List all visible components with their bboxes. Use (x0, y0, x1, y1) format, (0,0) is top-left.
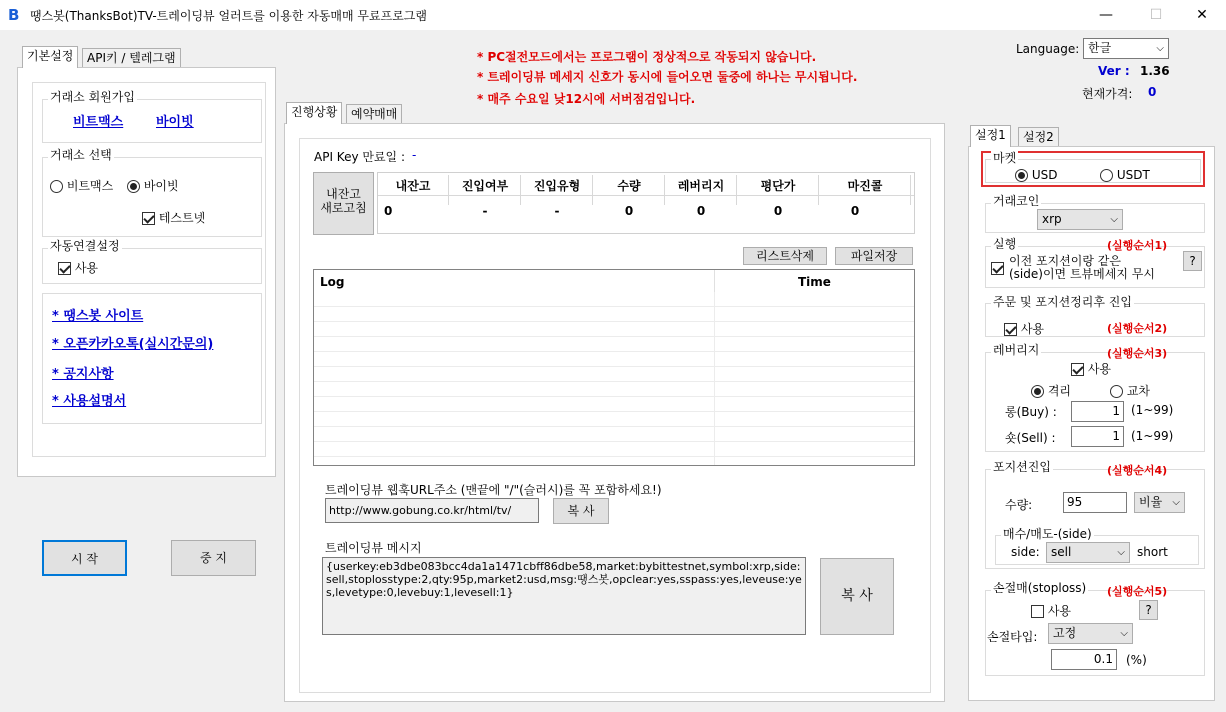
bybit-signup-link[interactable]: 바이빗 (156, 115, 194, 130)
log-col-divider (714, 270, 715, 292)
col-entry: 진입여부 (461, 179, 509, 193)
log-col-time: Time (798, 275, 831, 289)
api-key-label: API Key 만료일 : (314, 150, 406, 164)
val-qty: 0 (624, 204, 634, 218)
start-button[interactable]: 시 작 (42, 540, 127, 576)
tab-basic-settings[interactable]: 기본설정 (22, 46, 78, 68)
exec-ignore-checkbox[interactable] (991, 261, 1004, 275)
testnet-checkbox[interactable]: 테스트넷 (142, 209, 205, 226)
side-label: side: (1011, 545, 1040, 559)
tab-settings1[interactable]: 설정1 (970, 125, 1011, 147)
val-entry: - (482, 204, 488, 218)
refresh-balance-button[interactable]: 내잔고 새로고침 (313, 172, 374, 235)
order-entry-use-checkbox[interactable]: 사용 (1004, 320, 1044, 337)
log-rows (314, 292, 914, 465)
bitmex-signup-link[interactable]: 비트맥스 (73, 115, 124, 130)
chevron-down-icon: ⌵ (1156, 43, 1164, 54)
ratio-select[interactable]: 비율 ⌵ (1134, 492, 1185, 513)
position-group-title: 포지션진입 (993, 460, 1051, 474)
notice-1: * PC절전모드에서는 프로그램이 정상적으로 작동되지 않습니다. (477, 50, 817, 64)
status-col-divider (664, 175, 665, 205)
status-col-divider (910, 175, 911, 205)
exec-order-label: (실행순서1) (1107, 239, 1168, 252)
status-col-divider (592, 175, 593, 205)
thanksbot-logo-icon: B (8, 6, 20, 24)
position-order-label: (실행순서4) (1107, 464, 1168, 477)
autoconnect-use-checkbox[interactable]: 사용 (58, 259, 98, 276)
window-title: 땡스봇(ThanksBot)TV-트레이딩뷰 얼러트를 이용한 자동매매 무료프로그램 (30, 9, 427, 23)
order-entry-order-label: (실행순서2) (1107, 322, 1168, 335)
long-label: 롱(Buy) : (1005, 405, 1057, 419)
short-leverage-input[interactable]: 1 (1071, 426, 1124, 447)
side-group-title: 매수/매도-(side) (1003, 527, 1092, 541)
tab-progress[interactable]: 진행상황 (286, 102, 342, 124)
chevron-down-icon: ⌵ (1172, 497, 1180, 508)
leverage-use-checkbox[interactable]: 사용 (1071, 360, 1111, 377)
thanksbot-site-link[interactable]: * 땡스봇 사이트 (52, 309, 144, 324)
stoploss-help-button[interactable]: ? (1139, 600, 1158, 620)
open-kakaotalk-link[interactable]: * 오픈카카오톡(실시간문의) (52, 337, 214, 352)
language-select[interactable]: 한글 ⌵ (1083, 38, 1169, 59)
tab-api-telegram[interactable]: API키 / 텔레그램 (82, 48, 181, 68)
market-group-title: 마켓 (993, 151, 1017, 165)
coin-select[interactable]: xrp ⌵ (1037, 209, 1123, 230)
val-avg-price: 0 (773, 204, 783, 218)
chevron-down-icon: ⌵ (1117, 547, 1125, 558)
manual-link[interactable]: * 사용설명서 (52, 394, 127, 409)
col-qty: 수량 (617, 179, 641, 193)
stoploss-group-title: 손절매(stoploss) (993, 581, 1087, 595)
message-textarea[interactable]: {userkey:eb3dbe083bcc4da1a1471cbff86dbe58,market:bybittestnet,symbol:xrp,side:sell,stoplosstype:2,qty:95p,market2:usd,msg:땡스봇,opclear:yes,sspass:yes,leveuse:yes,levetype:0,levebuy:1,levesell:1} (322, 557, 806, 635)
basic-settings-panel (17, 67, 276, 477)
status-col-divider (818, 175, 819, 205)
notice-link[interactable]: * 공지사항 (52, 367, 114, 382)
stoploss-use-checkbox[interactable]: 사용 (1031, 602, 1071, 619)
version-label: Ver : (1098, 64, 1130, 78)
exec-help-button[interactable]: ? (1183, 251, 1202, 271)
leverage-group-title: 레버리지 (993, 343, 1040, 357)
log-row-divider (714, 292, 715, 465)
api-key-value: - (412, 148, 417, 162)
val-entry-type: - (554, 204, 560, 218)
short-label: 숏(Sell) : (1005, 431, 1056, 445)
notice-3: * 매주 수요일 낮12시에 서버점검입니다. (477, 92, 696, 106)
col-avg-price: 평단가 (760, 179, 796, 193)
val-balance: 0 (384, 204, 393, 218)
status-col-divider (448, 175, 449, 205)
notice-2: * 트레이딩뷰 메세지 신호가 동시에 들어오면 둘중에 하나는 무시됩니다. (477, 70, 858, 84)
minimize-button[interactable]: — (1099, 7, 1113, 23)
order-entry-group-title: 주문 및 포지션정리후 진입 (993, 295, 1132, 309)
maximize-button[interactable]: ☐ (1149, 7, 1163, 23)
message-label: 트레이딩뷰 메시지 (325, 541, 422, 555)
exchange-group-title: 거래소 선택 (50, 148, 112, 162)
price-label: 현재가격: (1082, 87, 1133, 101)
log-list[interactable] (313, 269, 915, 466)
status-table-divider (378, 195, 914, 196)
radio-usdt[interactable]: USDT (1100, 168, 1150, 182)
stop-button[interactable]: 중 지 (171, 540, 256, 576)
short-range-label: (1~99) (1131, 429, 1174, 443)
col-leverage: 레버리지 (677, 179, 725, 193)
status-table (377, 172, 915, 234)
long-range-label: (1~99) (1131, 403, 1174, 417)
val-margin-call: 0 (850, 204, 860, 218)
radio-usd[interactable]: USD (1015, 168, 1057, 182)
copy-message-button[interactable]: 복 사 (820, 558, 894, 635)
autoconnect-group-title: 자동연결설정 (50, 239, 120, 253)
webhook-label: 트레이딩뷰 웹훅URL주소 (맨끝에 "/"(슬러시)를 꼭 포함하세요!) (325, 483, 662, 497)
col-entry-type: 진입유형 (533, 179, 581, 193)
qty-input[interactable]: 95 (1063, 492, 1127, 513)
tab-settings2[interactable]: 설정2 (1018, 127, 1059, 147)
status-col-divider (520, 175, 521, 205)
val-leverage: 0 (696, 204, 706, 218)
leverage-order-label: (실행순서3) (1107, 347, 1168, 360)
stoploss-value-input[interactable]: 0.1 (1051, 649, 1117, 670)
coin-group-title: 거래코인 (993, 194, 1040, 208)
exec-text-1: 이전 포지션이랑 같은 (1009, 254, 1121, 268)
radio-isolated[interactable]: 격리 (1031, 382, 1071, 399)
language-label: Language: (1016, 42, 1080, 56)
col-balance: 내잔고 (395, 179, 431, 193)
signup-group-title: 거래소 회원가입 (50, 90, 135, 104)
status-col-divider (736, 175, 737, 205)
stoploss-unit-label: (%) (1126, 653, 1147, 667)
settings1-panel (968, 146, 1215, 701)
chevron-down-icon: ⌵ (1120, 628, 1128, 639)
price-value: 0 (1148, 85, 1157, 99)
title-bar (0, 0, 1226, 30)
stoploss-order-label: (실행순서5) (1107, 585, 1168, 598)
clear-list-button[interactable]: 리스트삭제 (743, 247, 827, 265)
progress-panel (284, 123, 945, 702)
version-value: 1.36 (1140, 64, 1170, 78)
save-file-button[interactable]: 파일저장 (835, 247, 913, 265)
qty-label: 수량: (1005, 498, 1033, 512)
close-button[interactable]: ✕ (1196, 7, 1208, 23)
exec-text-2: (side)이면 트뷰메세지 무시 (1009, 267, 1155, 281)
tab-reservation[interactable]: 예약매매 (346, 104, 402, 124)
chevron-down-icon: ⌵ (1110, 214, 1118, 225)
radio-bitmex[interactable]: 비트맥스 (50, 177, 113, 194)
side-select[interactable]: sell ⌵ (1046, 542, 1130, 563)
side-text: short (1137, 545, 1168, 559)
copy-webhook-button[interactable]: 복 사 (553, 498, 609, 524)
log-col-log: Log (320, 275, 345, 289)
long-leverage-input[interactable]: 1 (1071, 401, 1124, 422)
stoploss-type-select[interactable]: 고정 ⌵ (1048, 623, 1133, 644)
exec-group-title: 실행 (993, 237, 1017, 251)
radio-cross[interactable]: 교차 (1110, 382, 1150, 399)
radio-bybit[interactable]: 바이빗 (127, 177, 179, 194)
stoploss-type-label: 손절타입: (987, 630, 1038, 644)
webhook-url-field[interactable]: http://www.gobung.co.kr/html/tv/ (325, 498, 539, 523)
col-margin-call: 마진콜 (847, 179, 883, 193)
